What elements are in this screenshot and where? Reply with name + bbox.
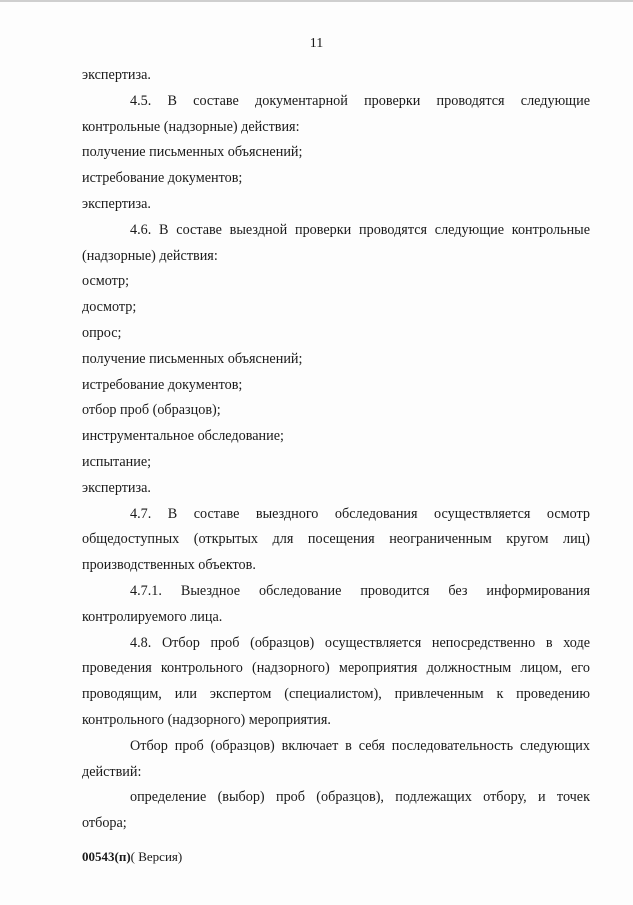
text-line: действий: <box>82 763 142 780</box>
text-line: проводящим, или экспертом (специалистом), привлеченным к проведению <box>82 686 590 703</box>
text-line: контрольного (надзорного) мероприятия. <box>82 711 331 728</box>
section-4-6-heading: 4.6. В составе выездной проверки проводятся следующие контрольные <box>130 221 590 238</box>
text-line: общедоступных (открытых для посещения неограниченным кругом лиц) <box>82 531 590 548</box>
document-body <box>82 63 590 837</box>
list-item: истребование документов; <box>82 170 243 187</box>
text-line: контролируемого лица. <box>82 608 223 625</box>
text-line: (надзорные) действия: <box>82 247 218 264</box>
list-item: определение (выбор) проб (образцов), подлежащих отбору, и точек <box>130 789 590 806</box>
section-4-7-heading: 4.7. В составе выездного обследования осуществляется осмотр <box>130 505 590 522</box>
list-item: испытание; <box>82 453 152 470</box>
list-item: инструментальное обследование; <box>82 428 284 445</box>
section-4-7-1-heading: 4.7.1. Выездное обследование проводится без информирования <box>130 582 590 599</box>
paragraph-sampling-heading: Отбор проб (образцов) включает в себя последовательность следующих <box>130 737 590 754</box>
section-4-5-heading: 4.5. В составе документарной проверки проводятся следующие <box>130 92 590 109</box>
document-footer <box>82 849 182 865</box>
document-version: ( Версия) <box>130 849 183 864</box>
text-line: экспертиза. <box>82 67 151 83</box>
page-top-edge <box>0 0 633 2</box>
list-item: получение письменных объяснений; <box>82 144 303 161</box>
list-item: отбор проб (образцов); <box>82 402 221 419</box>
list-item: опрос; <box>82 324 122 341</box>
text-line: производственных объектов. <box>82 557 256 574</box>
section-4-8-heading: 4.8. Отбор проб (образцов) осуществляется непосредственно в ходе <box>130 634 590 651</box>
list-item: экспертиза. <box>82 479 151 496</box>
text-line: проведения контрольного (надзорного) мероприятия должностным лицом, его <box>82 660 590 677</box>
document-code: 00543(п) <box>82 849 131 864</box>
list-item: получение письменных объяснений; <box>82 350 303 367</box>
page-number: 11 <box>309 36 324 51</box>
list-item: осмотр; <box>82 273 130 290</box>
text-line: отбора; <box>82 815 127 832</box>
list-item: экспертиза. <box>82 195 151 212</box>
list-item: истребование документов; <box>82 376 243 393</box>
list-item: досмотр; <box>82 299 137 316</box>
text-line: контрольные (надзорные) действия: <box>82 118 300 135</box>
